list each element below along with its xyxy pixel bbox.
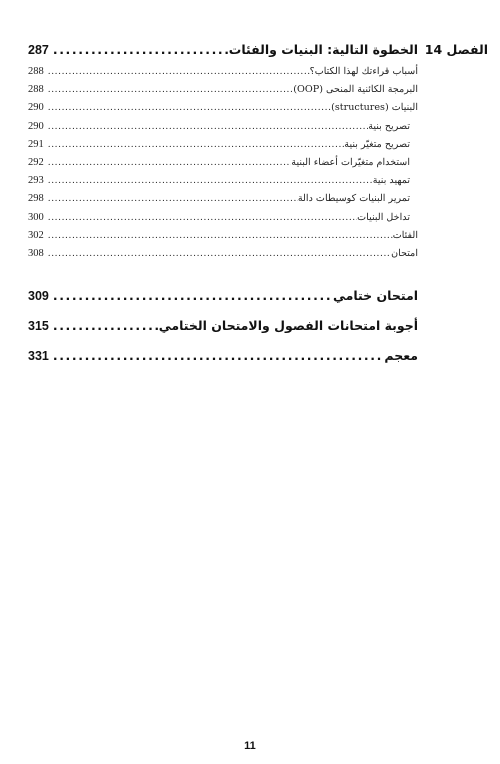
dot-leader <box>44 213 357 223</box>
dot-leader <box>44 194 298 204</box>
toc-row-section[interactable] <box>28 102 418 120</box>
dot-leader <box>44 140 345 150</box>
dot-leader <box>49 318 159 333</box>
section-page: 288 <box>28 84 44 96</box>
toc-row-subsection[interactable] <box>28 157 418 175</box>
dot-leader <box>44 249 391 259</box>
extras-entry <box>28 318 418 338</box>
section-title: امتحان <box>391 247 418 259</box>
toc-row-extra[interactable] <box>28 318 418 338</box>
extras-entry <box>28 348 418 368</box>
section-page: 288 <box>28 66 44 77</box>
toc-row-section[interactable] <box>28 84 418 102</box>
section-title: استخدام متغيّرات أعضاء البنية <box>291 156 410 168</box>
toc-row-subsection[interactable] <box>28 139 418 157</box>
section-title: أسباب قراءتك لهذا الكتاب؟ <box>309 66 418 77</box>
toc-row-subsection[interactable] <box>28 175 418 193</box>
dot-leader <box>44 231 393 241</box>
toc-row-subsection[interactable] <box>28 212 418 230</box>
dot-leader <box>44 176 373 186</box>
page-number: 11 <box>244 740 256 752</box>
chapter-page: 287 <box>28 43 49 57</box>
section-list <box>28 66 418 266</box>
extra-page: 331 <box>28 349 49 363</box>
section-page: 308 <box>28 247 44 259</box>
section-page: 293 <box>28 175 44 187</box>
section-page: 292 <box>28 156 44 168</box>
extra-title: معجم <box>384 348 418 363</box>
section-page: 302 <box>28 229 44 241</box>
extra-page: 309 <box>28 289 49 303</box>
chapter-heading-row <box>28 42 418 62</box>
extra-page: 315 <box>28 319 49 333</box>
toc-row-subsection[interactable] <box>28 193 418 211</box>
toc-row-section[interactable] <box>28 66 418 84</box>
toc-row-section[interactable] <box>28 248 418 266</box>
section-page: 290 <box>28 102 44 114</box>
dot-leader <box>44 103 331 113</box>
section-title: تمهيد بنية <box>372 175 410 187</box>
chapter-title: الخطوة التالية: البنيات والفئات <box>228 42 418 57</box>
section-title: تصريح بنية <box>368 120 410 132</box>
chapter-label: الفصل 14 <box>424 42 488 57</box>
section-title: تمرير البنيات كوسيطات دالة <box>297 193 410 205</box>
section-title: البرمجة الكائنية المنحى (OOP) <box>293 84 418 96</box>
section-title: تداخل البنيات <box>357 211 410 223</box>
extra-title: أجوبة امتحانات الفصول والامتحان الختامي <box>158 318 418 333</box>
section-page: 290 <box>28 120 44 132</box>
dot-leader <box>44 67 310 77</box>
dot-leader <box>44 158 292 168</box>
section-title: البنيات (structures) <box>331 102 418 114</box>
extras-entry <box>28 288 418 308</box>
toc-row-section[interactable] <box>28 230 418 248</box>
dot-leader <box>44 122 368 132</box>
dot-leader <box>49 348 385 363</box>
section-page: 300 <box>28 211 44 223</box>
toc-row-extra[interactable] <box>28 288 418 308</box>
section-page: 291 <box>28 138 44 150</box>
dot-leader <box>49 288 333 303</box>
section-title: الفئات <box>392 229 418 241</box>
toc-row-chapter[interactable] <box>28 42 418 62</box>
toc-row-extra[interactable] <box>28 348 418 368</box>
dot-leader <box>44 85 294 95</box>
toc-row-subsection[interactable] <box>28 121 418 139</box>
dot-leader <box>49 42 229 57</box>
section-title: تصريح متغيّر بنية <box>344 138 410 150</box>
extra-title: امتحان ختامي <box>332 288 418 303</box>
section-page: 298 <box>28 193 44 205</box>
